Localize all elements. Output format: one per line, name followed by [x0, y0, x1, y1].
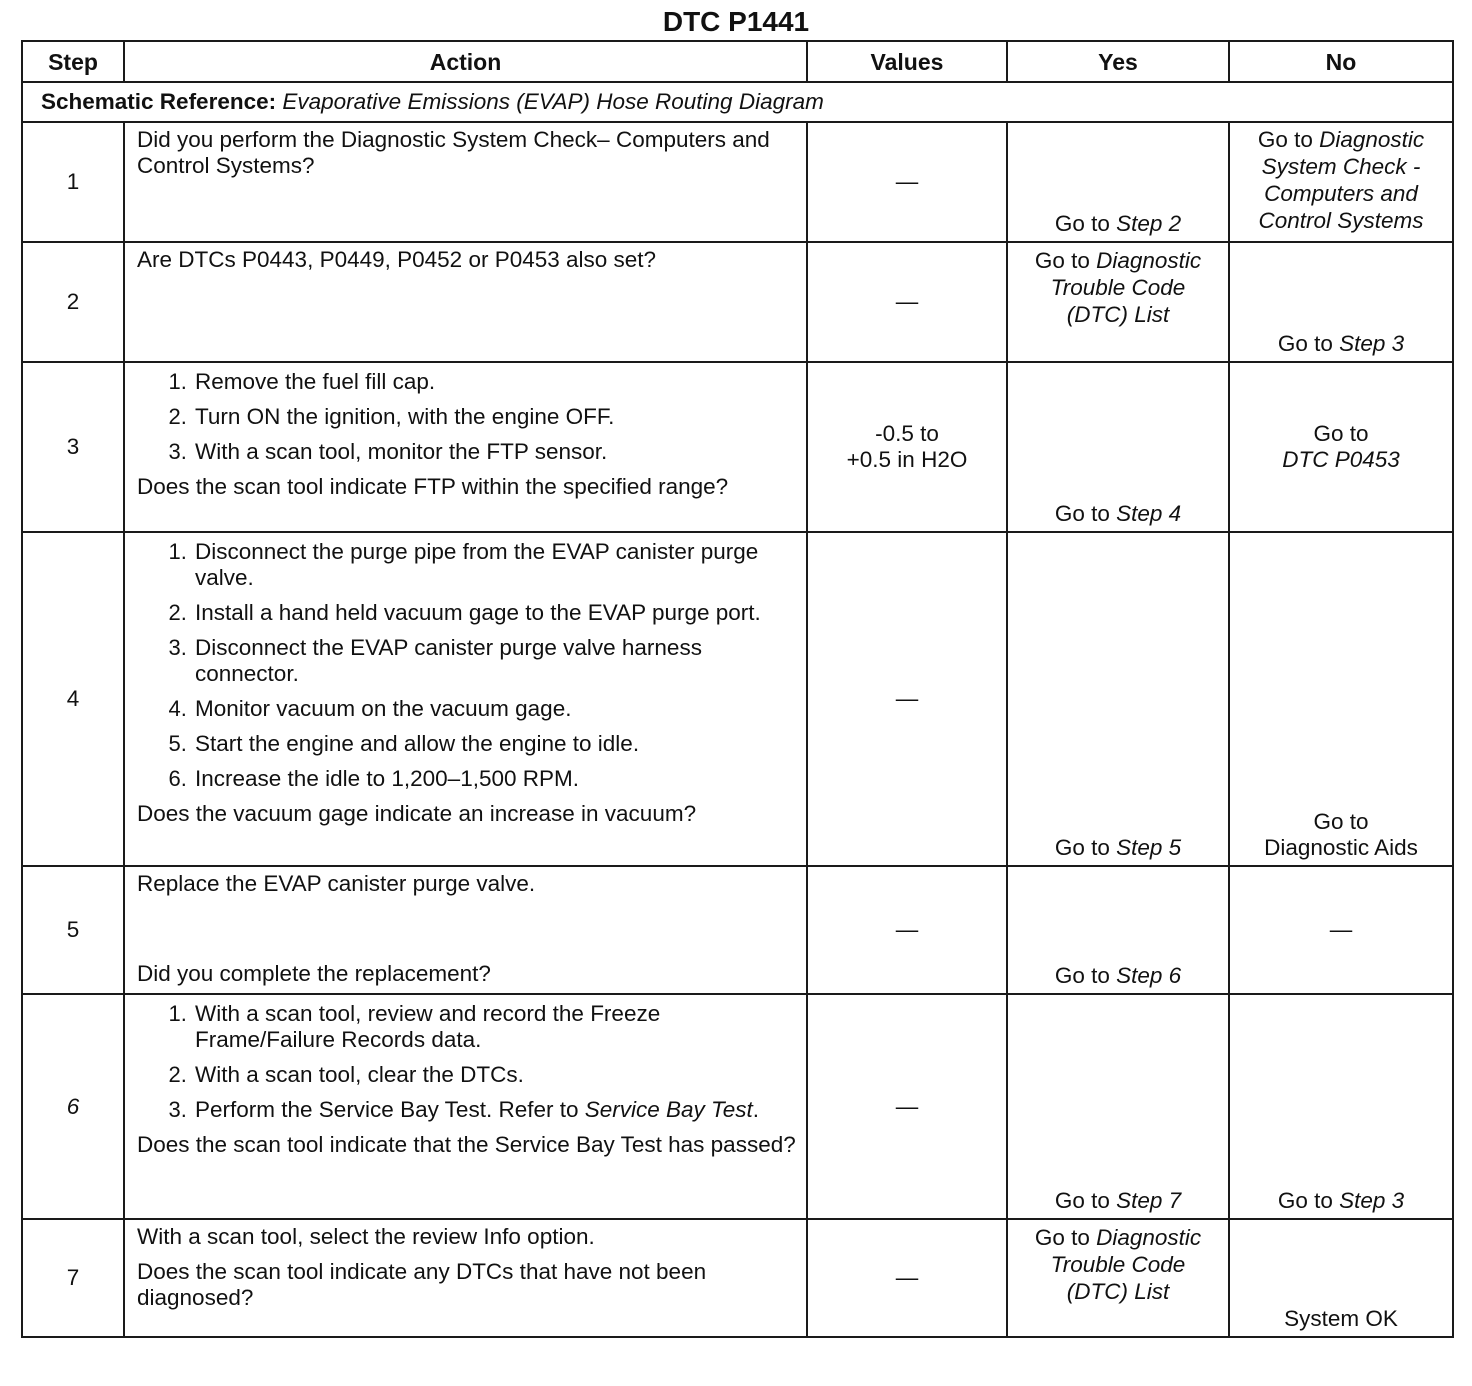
action-text: Did you perform the Diagnostic System Check– Computers and Control Systems?	[137, 127, 770, 178]
page-title: DTC P1441	[662, 6, 810, 37]
action-step: 1. Disconnect the purge pipe from the EVAP canister purge valve.	[193, 539, 796, 591]
yes-cell: Go to Diagnostic Trouble Code (DTC) List	[1007, 242, 1229, 362]
go-to-link[interactable]: Diagnostic Trouble Code (DTC) List	[1050, 1225, 1202, 1304]
table-row	[22, 1219, 1453, 1337]
no-cell: Go to Step 3	[1229, 994, 1453, 1219]
action-steps	[137, 1001, 796, 1123]
go-to-link[interactable]: Step 5	[1116, 835, 1182, 860]
action-cell	[124, 242, 807, 362]
step-number: 4	[22, 532, 124, 866]
action-text: With a scan tool, select the review Info option.	[137, 1224, 595, 1249]
values-cell: —	[807, 1219, 1007, 1337]
action-steps	[137, 539, 796, 792]
header-values: Values	[807, 41, 1007, 82]
table-row	[22, 532, 1453, 866]
step-number: 3	[22, 362, 124, 532]
values-cell: -0.5 to +0.5 in H2O	[807, 362, 1007, 532]
no-cell: Go to Step 3	[1229, 242, 1453, 362]
header-yes: Yes	[1007, 41, 1229, 82]
table-row	[22, 122, 1453, 242]
go-to-link[interactable]: DTC P0453	[1282, 447, 1400, 472]
no-cell: Go to DTC P0453	[1229, 362, 1453, 532]
header-row	[22, 41, 1453, 82]
header-action: Action	[124, 41, 807, 82]
action-step: 2. Install a hand held vacuum gage to the EVAP purge port.	[193, 600, 796, 626]
go-to-link[interactable]: Step 7	[1116, 1188, 1182, 1213]
step-number: 5	[22, 866, 124, 994]
action-cell	[124, 122, 807, 242]
action-question: Does the scan tool indicate any DTCs that have not been diagnosed?	[137, 1259, 707, 1310]
go-to-link[interactable]: Step 3	[1339, 1188, 1405, 1213]
table-row	[22, 362, 1453, 532]
action-step: 4. Monitor vacuum on the vacuum gage.	[193, 696, 796, 722]
go-to-link[interactable]: Step 3	[1339, 331, 1405, 356]
values-cell: —	[807, 122, 1007, 242]
action-question: Did you complete the replacement?	[137, 961, 491, 986]
action-step: 3. Perform the Service Bay Test. Refer to Service Bay Test.	[193, 1097, 796, 1123]
action-step: 5. Start the engine and allow the engine to idle.	[193, 731, 796, 757]
values-cell: —	[807, 994, 1007, 1219]
action-cell	[124, 532, 807, 866]
action-step: 3. Disconnect the EVAP canister purge valve harness connector.	[193, 635, 796, 687]
no-cell	[1229, 1219, 1453, 1337]
action-step: 1. Remove the fuel fill cap.	[193, 369, 796, 395]
action-cell	[124, 1219, 807, 1337]
schematic-row	[22, 82, 1453, 122]
schematic-label: Schematic Reference:	[41, 89, 277, 114]
no-cell: Go to Diagnostic System Check - Computers and Control Systems	[1229, 122, 1453, 242]
yes-cell: Go to Step 5	[1007, 532, 1229, 866]
action-text: Replace the EVAP canister purge valve.	[137, 871, 536, 896]
go-to-link[interactable]: Step 6	[1116, 963, 1182, 988]
action-step: 6. Increase the idle to 1,200–1,500 RPM.	[193, 766, 796, 792]
go-to-link[interactable]: Step 2	[1116, 211, 1182, 236]
yes-cell: Go to Step 4	[1007, 362, 1229, 532]
no-cell: —	[1229, 866, 1453, 994]
action-cell	[124, 362, 807, 532]
step-number: 2	[22, 242, 124, 362]
yes-cell: Go to Step 2	[1007, 122, 1229, 242]
go-to-link[interactable]: Diagnostic Aids	[1264, 835, 1418, 860]
action-step: 2. Turn ON the ignition, with the engine OFF.	[193, 404, 796, 430]
table-row	[22, 242, 1453, 362]
action-question: Does the scan tool indicate that the Service Bay Test has passed?	[137, 1132, 796, 1157]
action-cell	[124, 866, 807, 994]
schematic-link[interactable]: Evaporative Emissions (EVAP) Hose Routing Diagram	[282, 89, 824, 114]
action-text: Are DTCs P0443, P0449, P0452 or P0453 also set?	[137, 247, 657, 272]
action-cell	[124, 994, 807, 1219]
action-question: Does the vacuum gage indicate an increase in vacuum?	[137, 801, 697, 826]
step-number: 1	[22, 122, 124, 242]
table-row	[22, 994, 1453, 1219]
go-to-link[interactable]: Step 4	[1116, 501, 1182, 526]
action-step: 3. With a scan tool, monitor the FTP sensor.	[193, 439, 796, 465]
step-number: 6	[22, 994, 124, 1219]
system-ok-text: System OK	[1284, 1306, 1398, 1331]
action-step: 2. With a scan tool, clear the DTCs.	[193, 1062, 796, 1088]
dtc-table	[21, 40, 1454, 1338]
yes-cell: Go to Step 6	[1007, 866, 1229, 994]
table-row	[22, 866, 1453, 994]
service-bay-test-link[interactable]: Service Bay Test	[584, 1097, 753, 1122]
action-steps	[137, 369, 796, 465]
yes-cell: Go to Diagnostic Trouble Code (DTC) List	[1007, 1219, 1229, 1337]
values-cell: —	[807, 242, 1007, 362]
action-question: Does the scan tool indicate FTP within the specified range?	[137, 474, 729, 499]
go-to-link[interactable]: Diagnostic Trouble Code (DTC) List	[1050, 248, 1202, 327]
values-cell: —	[807, 532, 1007, 866]
no-cell: Go to Diagnostic Aids	[1229, 532, 1453, 866]
values-cell: —	[807, 866, 1007, 994]
header-no: No	[1229, 41, 1453, 82]
go-to-link[interactable]: Diagnostic System Check - Computers and Control Systems	[1258, 127, 1425, 233]
header-step: Step	[22, 41, 124, 82]
yes-cell: Go to Step 7	[1007, 994, 1229, 1219]
step-number: 7	[22, 1219, 124, 1337]
action-step: 1. With a scan tool, review and record the Freeze Frame/Failure Records data.	[193, 1001, 796, 1053]
